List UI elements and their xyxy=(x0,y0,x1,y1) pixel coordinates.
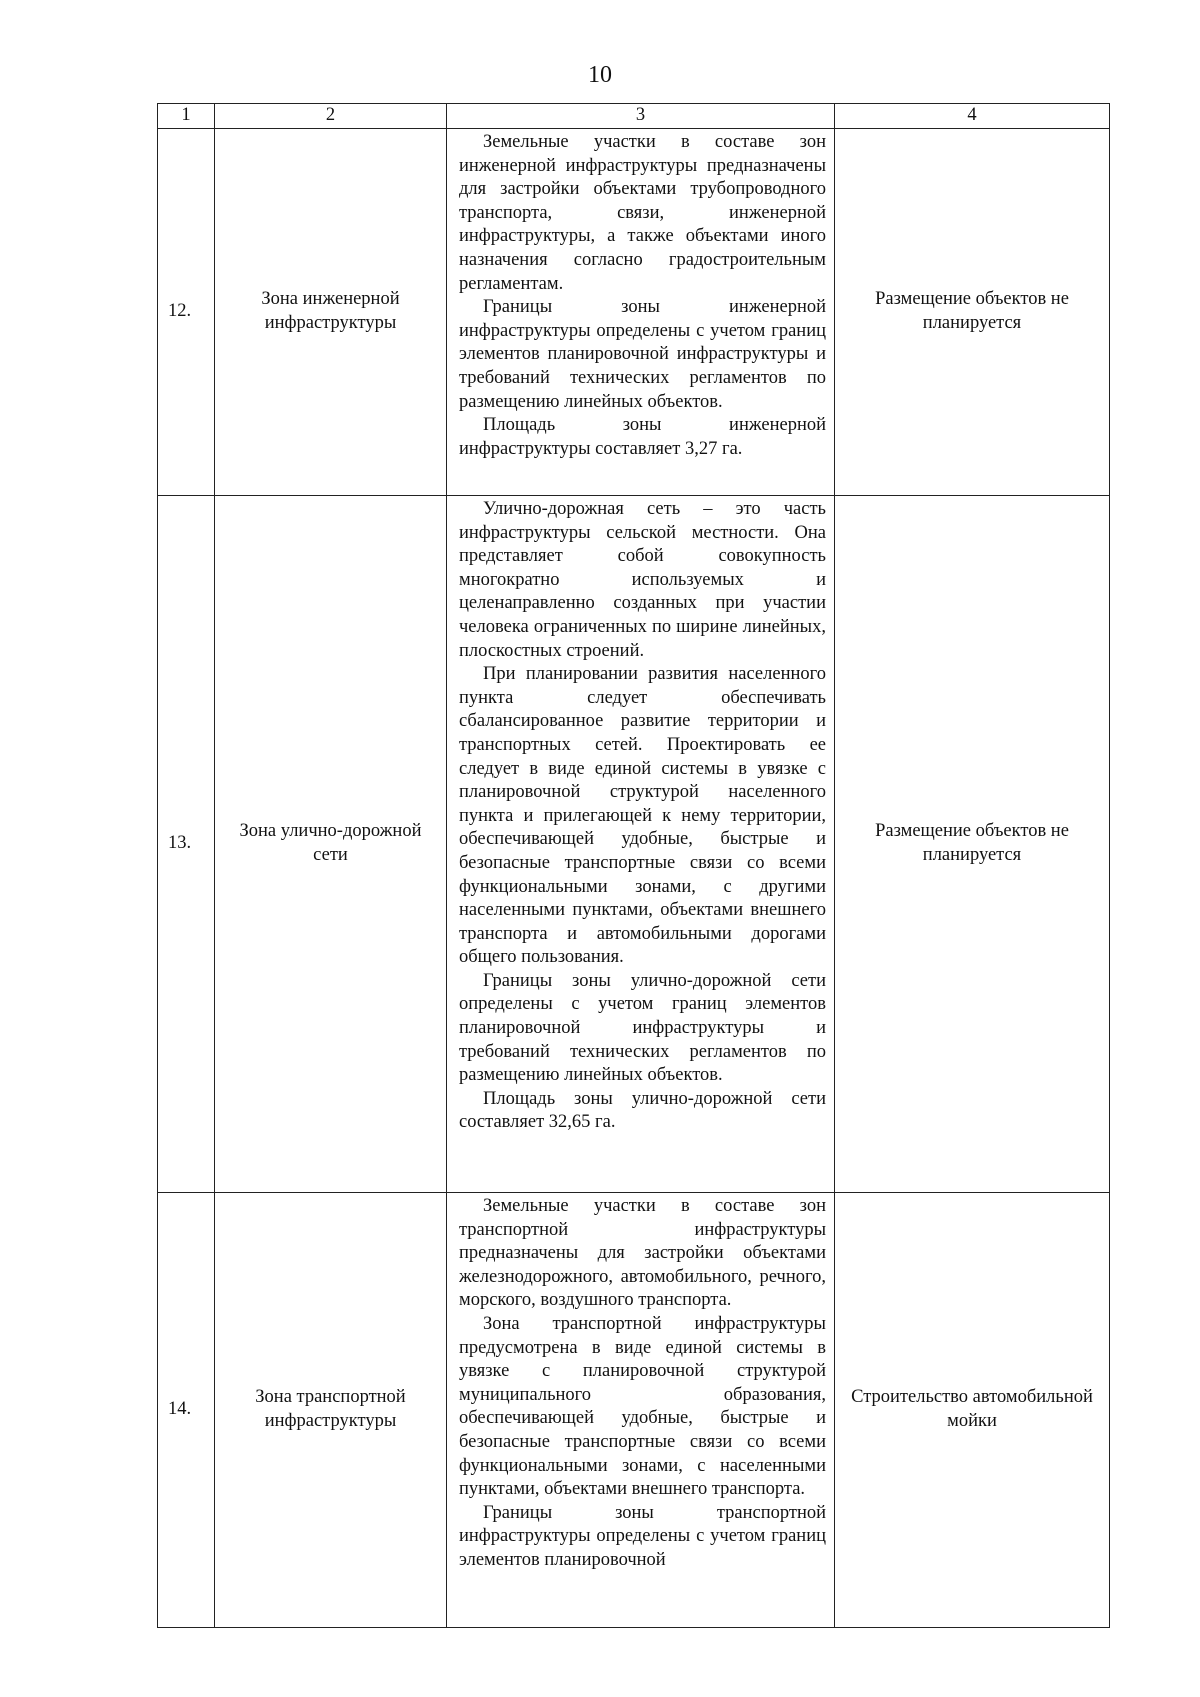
zone-description xyxy=(447,1193,835,1628)
description-paragraph: Земельные участки в составе зон транспортной инфраструктуры предназначены для застройки объектами железнодорожного, автомобильного, речного, морского, воздушного транспорта. xyxy=(459,1196,826,1311)
table-row xyxy=(158,129,1110,496)
description-paragraph: Границы зоны инженерной инфраструктуры определены с учетом границ элементов планировочной инфраструктуры и требований технических регламентов по размещению линейных объектов. xyxy=(459,297,826,412)
row-number: 13. xyxy=(158,496,215,1193)
description-paragraph: Улично-дорожная сеть – это часть инфраструктуры сельской местности. Она представляет собой совокупность многократно используемых и целенаправленно созданных при участии человека ограниченных по ширине линейных, плоскостных строений. xyxy=(459,499,826,661)
column-header: 2 xyxy=(215,104,447,129)
zone-description xyxy=(447,129,835,496)
column-header: 4 xyxy=(835,104,1110,129)
row-number: 14. xyxy=(158,1193,215,1628)
zone-name: Зона инженерной инфраструктуры xyxy=(215,129,447,496)
column-header: 1 xyxy=(158,104,215,129)
column-header: 3 xyxy=(447,104,835,129)
page-number: 10 xyxy=(588,62,612,88)
table-row xyxy=(158,1193,1110,1628)
planned-objects: Размещение объектов не планируется xyxy=(835,496,1110,1193)
planned-objects: Строительство автомобильной мойки xyxy=(835,1193,1110,1628)
description-paragraph: Границы зоны улично-дорожной сети определены с учетом границ элементов планировочной инфраструктуры и требований технических регламентов по размещению линейных объектов. xyxy=(459,970,826,1086)
planned-objects: Размещение объектов не планируется xyxy=(835,129,1110,496)
description-paragraph: Зона транспортной инфраструктуры предусмотрена в виде единой системы в увязке с планировочной структурой муниципального образования, обеспечивающей удобные, быстрые и безопасные транспортные связи со всеми функциональными зонами, с населенными пунктами, объектами внешнего транспорта. xyxy=(459,1313,826,1500)
description-paragraph: Площадь зоны улично-дорожной сети составляет 32,65 га. xyxy=(459,1088,826,1133)
zone-name: Зона улично-дорожной сети xyxy=(215,496,447,1193)
description-paragraph: Земельные участки в составе зон инженерной инфраструктуры предназначены для застройки объектами трубопроводного транспорта, связи, инженерной инфраструктуры, а также объектами иного назначения согласно градостроительным регламентам. xyxy=(459,132,826,294)
zone-name: Зона транспортной инфраструктуры xyxy=(215,1193,447,1628)
row-number: 12. xyxy=(158,129,215,496)
table-header-row xyxy=(158,104,1110,129)
zone-description xyxy=(447,496,835,1193)
zones-table xyxy=(157,103,1110,1628)
table-row xyxy=(158,496,1110,1193)
description-paragraph: Границы зоны транспортной инфраструктуры определены с учетом границ элементов планировочной xyxy=(459,1502,826,1570)
description-paragraph: При планировании развития населенного пункта следует обеспечивать сбалансированное развитие территории и транспортных сетей. Проектировать ее следует в виде единой системы в увязке с планировочной структурой населенного пункта и прилегающей к нему территории, обеспечивающей удобные, быстрые и безопасные транспортные связи со всеми функциональными зонами, с другими населенными пунктами, объектами внешнего транспорта и автомобильными дорогами общего пользования. xyxy=(459,664,826,968)
description-paragraph: Площадь зоны инженерной инфраструктуры составляет 3,27 га. xyxy=(459,415,826,459)
